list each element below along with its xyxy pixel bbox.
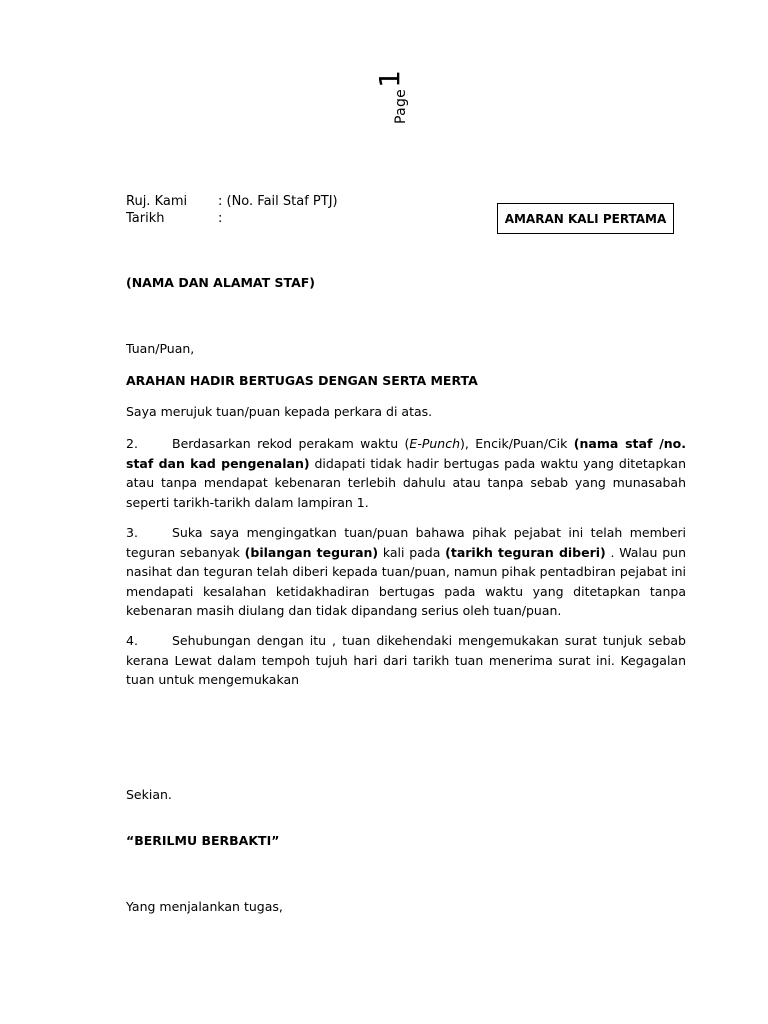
motto: “BERILMU BERBAKTI” xyxy=(126,833,280,848)
paragraph-2-staff-placeholder: (nama staf /no. staf dan kad pengenalan) xyxy=(126,436,686,471)
salutation: Tuan/Puan, xyxy=(126,341,195,356)
paragraph-3-date-placeholder: (tarikh teguran diberi) xyxy=(445,544,606,560)
paragraph-3-text-b: kali pada xyxy=(378,544,446,560)
sign-off: Yang menjalankan tugas, xyxy=(126,899,283,914)
subject-heading: ARAHAN HADIR BERTUGAS DENGAN SERTA MERTA xyxy=(126,373,478,388)
page-number-marker xyxy=(373,60,440,140)
intro-paragraph: Saya merujuk tuan/puan kepada perkara di atas. xyxy=(126,404,433,419)
closing: Sekian. xyxy=(126,787,172,802)
paragraph-2-text-b: ), Encik/Puan/Cik xyxy=(460,436,574,451)
paragraph-2-number: 2. xyxy=(126,436,138,451)
warning-level-box: AMARAN KALI PERTAMA xyxy=(497,203,674,234)
ruj-kami-value: : (No. Fail Staf PTJ) xyxy=(218,194,338,209)
paragraph-3-number: 3. xyxy=(126,525,138,540)
ruj-kami-label: Ruj. Kami xyxy=(126,194,188,209)
reference-block xyxy=(126,193,338,227)
paragraph-2 xyxy=(126,434,686,512)
paragraph-2-text-c: didapati tidak hadir bertugas pada waktu yang ditetapkan atau tanpa mendapat kebenaran terlebih dahulu atau tanpa sebab yang munasabah seperti tarikh-tarikh dalam lampiran 1. xyxy=(126,455,686,510)
paragraph-4-text: Sehubungan dengan itu , tuan dikehendaki mengemukakan surat tunjuk sebab kerana Lewat dalam tempoh tujuh hari dari tarikh tuan menerima surat ini. Kegagalan tuan untuk mengemukakan xyxy=(126,633,686,687)
paragraph-2-epunch: E-Punch xyxy=(409,436,461,451)
paragraph-3-text-a: Suka saya mengingatkan tuan/puan bahawa pihak pejabat ini telah memberi teguran sebanyak xyxy=(126,525,686,560)
paragraph-4-number: 4. xyxy=(126,633,138,648)
tarikh-value: : xyxy=(218,211,223,226)
paragraph-3 xyxy=(126,523,686,621)
paragraph-3-count-placeholder: (bilangan teguran) xyxy=(244,544,379,560)
paragraph-2-text-a: Berdasarkan rekod perakam waktu ( xyxy=(172,436,410,451)
tarikh-label: Tarikh xyxy=(126,211,165,226)
page-number: 1 xyxy=(373,70,406,88)
paragraph-3-text-c: . Walau pun nasihat dan teguran telah diberi kepada tuan/puan, namun pihak pentadbiran pejabat ini mendapati kesalahan ketidakhadiran bertugas pada waktu yang ditetapkan tanpa kebenaran masih diulang dan tidak dipandang serius oleh tuan/puan. xyxy=(126,544,686,618)
page-word: Page xyxy=(393,88,409,124)
addressee-placeholder: (NAMA DAN ALAMAT STAF) xyxy=(126,275,315,290)
paragraph-4 xyxy=(126,631,686,690)
